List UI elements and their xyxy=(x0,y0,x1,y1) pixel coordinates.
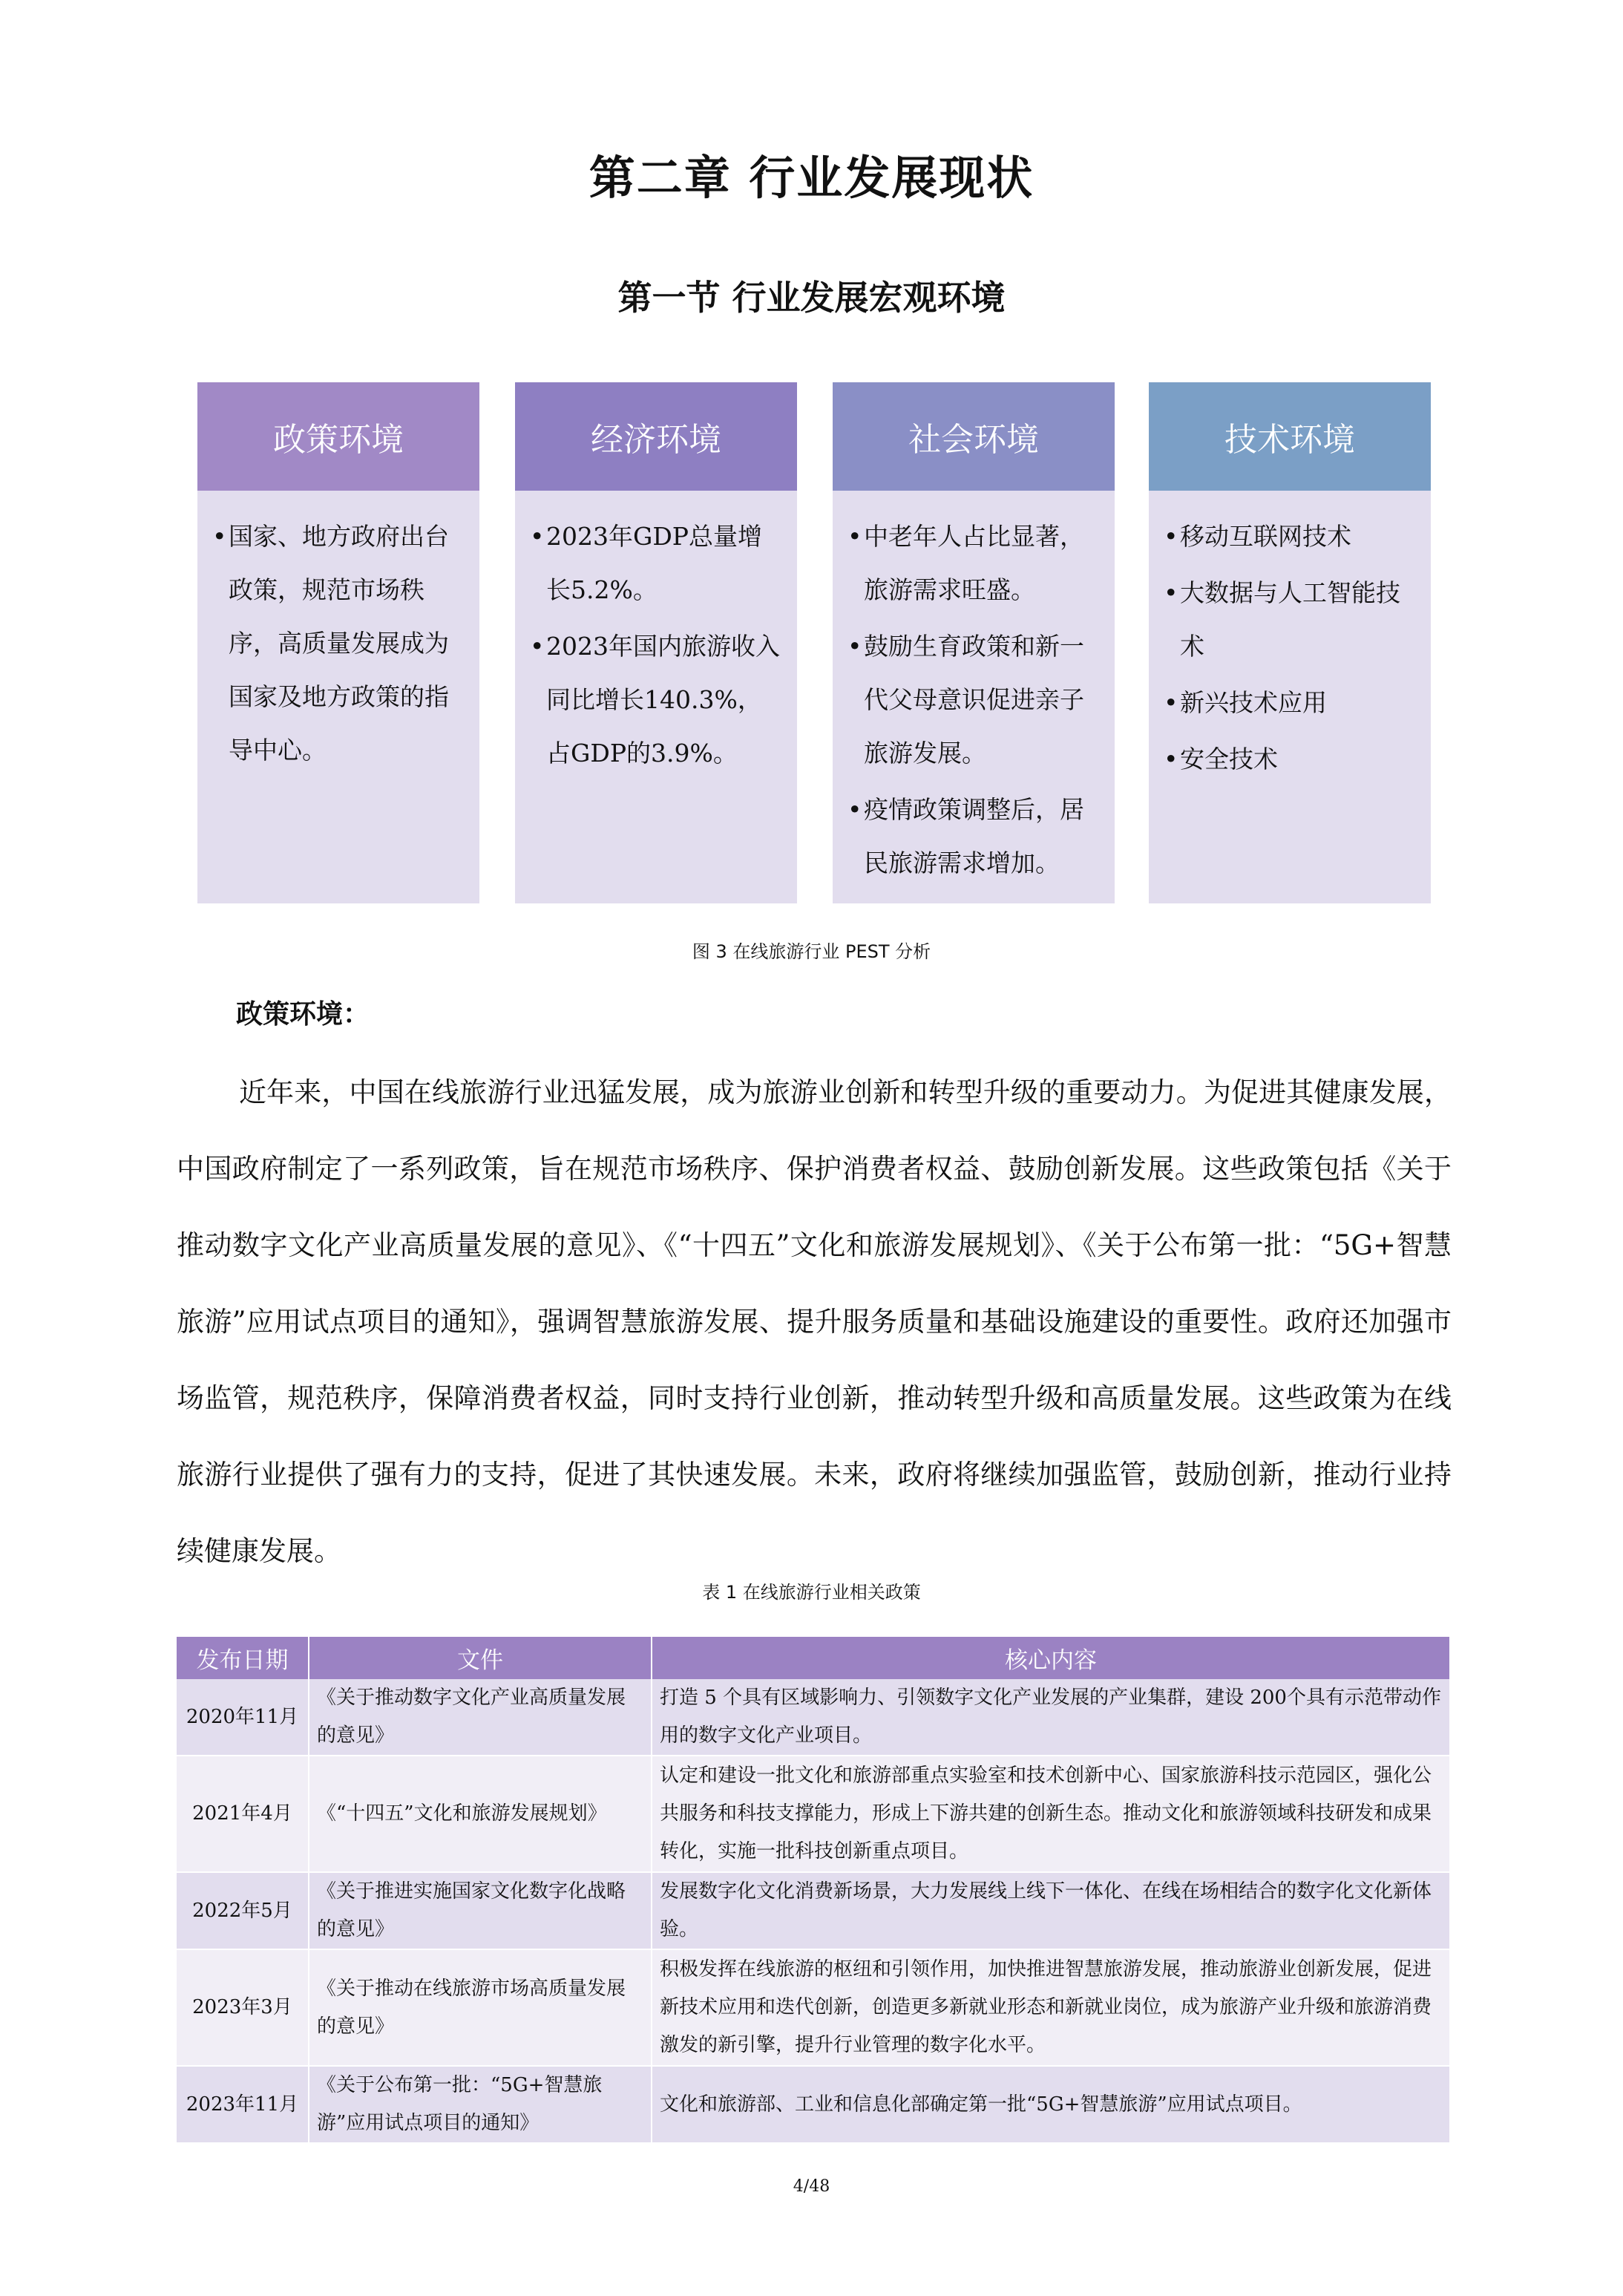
table-row xyxy=(177,1872,1450,1949)
policy-heading: 政策环境： xyxy=(236,999,370,1030)
pest-item: • 2023年国内旅游收入同比增长140.3%，占GDP的3.9%。 xyxy=(530,620,781,780)
pest-header: 社会环境 xyxy=(833,382,1115,491)
cell-file: 《“十四五”文化和旅游发展规划》 xyxy=(309,1756,652,1872)
cell-content: 文化和旅游部、工业和信息化部确定第一批“5G+智慧旅游”应用试点项目。 xyxy=(652,2066,1450,2143)
pest-item: • 中老年人占比显著，旅游需求旺盛。 xyxy=(847,510,1098,617)
pest-item: • 国家、地方政府出台政策，规范市场秩序，高质量发展成为国家及地方政策的指导中心。 xyxy=(212,510,463,777)
table-row xyxy=(177,2066,1450,2143)
column-header-file: 文件 xyxy=(309,1637,652,1679)
pest-column-policy xyxy=(197,382,479,903)
policy-paragraph: 近年来，中国在线旅游行业迅猛发展，成为旅游业创新和转型升级的重要动力。为促进其健康发展，中国政府制定了一系列政策，旨在规范市场秩序、保护消费者权益、鼓励创新发展。这些政策包括《关于推动数字文化产业高质量发展的意见》、《“十四五”文化和旅游发展规划》、《关于公布第一批：“5G+智慧旅游”应用试点项目的通知》，强调智慧旅游发展、提升服务质量和基础设施建设的重要性。政府还加强市场监管，规范秩序，保障消费者权益，同时支持行业创新，推动转型升级和高质量发展。这些政策为在线旅游行业提供了强有力的支持，促进了其快速发展。未来，政府将继续加强监管，鼓励创新，推动行业持续健康发展。 xyxy=(177,1076,1452,1567)
table-row xyxy=(177,1949,1450,2066)
table-row xyxy=(177,1679,1450,1756)
pest-column-technology xyxy=(1149,382,1431,903)
pest-column-economy xyxy=(515,382,797,903)
pest-item: • 新兴技术应用 xyxy=(1164,676,1414,730)
section-title: 第一节 行业发展宏观环境 xyxy=(617,278,1006,318)
cell-date: 2023年3月 xyxy=(177,1949,309,2066)
cell-date: 2020年11月 xyxy=(177,1679,309,1756)
cell-file: 《关于公布第一批：“5G+智慧旅游”应用试点项目的通知》 xyxy=(309,2066,652,2143)
cell-date: 2022年5月 xyxy=(177,1872,309,1949)
cell-file: 《关于推动数字文化产业高质量发展的意见》 xyxy=(309,1679,652,1756)
policy-table xyxy=(177,1637,1451,2144)
column-header-date: 发布日期 xyxy=(177,1637,309,1679)
table-header-row xyxy=(177,1637,1450,1679)
cell-content: 认定和建设一批文化和旅游部重点实验室和技术创新中心、国家旅游科技示范园区，强化公共服务和科技支撑能力，形成上下游共建的创新生态。推动文化和旅游领域科技研发和成果转化，实施一批科技创新重点项目。 xyxy=(652,1756,1450,1872)
pest-list xyxy=(1149,491,1431,786)
column-header-content: 核心内容 xyxy=(652,1637,1450,1679)
cell-file: 《关于推动在线旅游市场高质量发展的意见》 xyxy=(309,1949,652,2066)
chapter-title: 第二章 行业发展现状 xyxy=(588,151,1035,205)
figure-caption: 图 3 在线旅游行业 PEST 分析 xyxy=(692,941,931,962)
cell-file: 《关于推进实施国家文化数字化战略的意见》 xyxy=(309,1872,652,1949)
pest-header: 经济环境 xyxy=(515,382,797,491)
pest-list xyxy=(833,491,1115,890)
page-number: 4/48 xyxy=(793,2177,830,2196)
cell-content: 打造 5 个具有区域影响力、引领数字文化产业发展的产业集群，建设 200个具有示范带动作用的数字文化产业项目。 xyxy=(652,1679,1450,1756)
pest-header: 政策环境 xyxy=(197,382,479,491)
table-row xyxy=(177,1756,1450,1872)
cell-date: 2021年4月 xyxy=(177,1756,309,1872)
pest-item: • 疫情政策调整后，居民旅游需求增加。 xyxy=(847,783,1098,890)
pest-item: • 大数据与人工智能技术 xyxy=(1164,566,1414,673)
pest-column-society xyxy=(833,382,1115,903)
table-caption: 表 1 在线旅游行业相关政策 xyxy=(702,1582,921,1603)
pest-item: • 安全技术 xyxy=(1164,733,1414,786)
cell-content: 积极发挥在线旅游的枢纽和引领作用，加快推进智慧旅游发展，推动旅游业创新发展，促进新技术应用和迭代创新，创造更多新就业形态和新就业岗位，成为旅游产业升级和旅游消费激发的新引擎，提升行业管理的数字化水平。 xyxy=(652,1949,1450,2066)
pest-header: 技术环境 xyxy=(1149,382,1431,491)
pest-item: • 鼓励生育政策和新一代父母意识促进亲子旅游发展。 xyxy=(847,620,1098,780)
cell-date: 2023年11月 xyxy=(177,2066,309,2143)
cell-content: 发展数字化文化消费新场景，大力发展线上线下一体化、在线在场相结合的数字化文化新体验。 xyxy=(652,1872,1450,1949)
pest-item: • 2023年GDP总量增长5.2%。 xyxy=(530,510,781,617)
pest-list xyxy=(515,491,797,780)
pest-diagram xyxy=(197,382,1431,903)
pest-list xyxy=(197,491,479,777)
pest-item: • 移动互联网技术 xyxy=(1164,510,1414,563)
